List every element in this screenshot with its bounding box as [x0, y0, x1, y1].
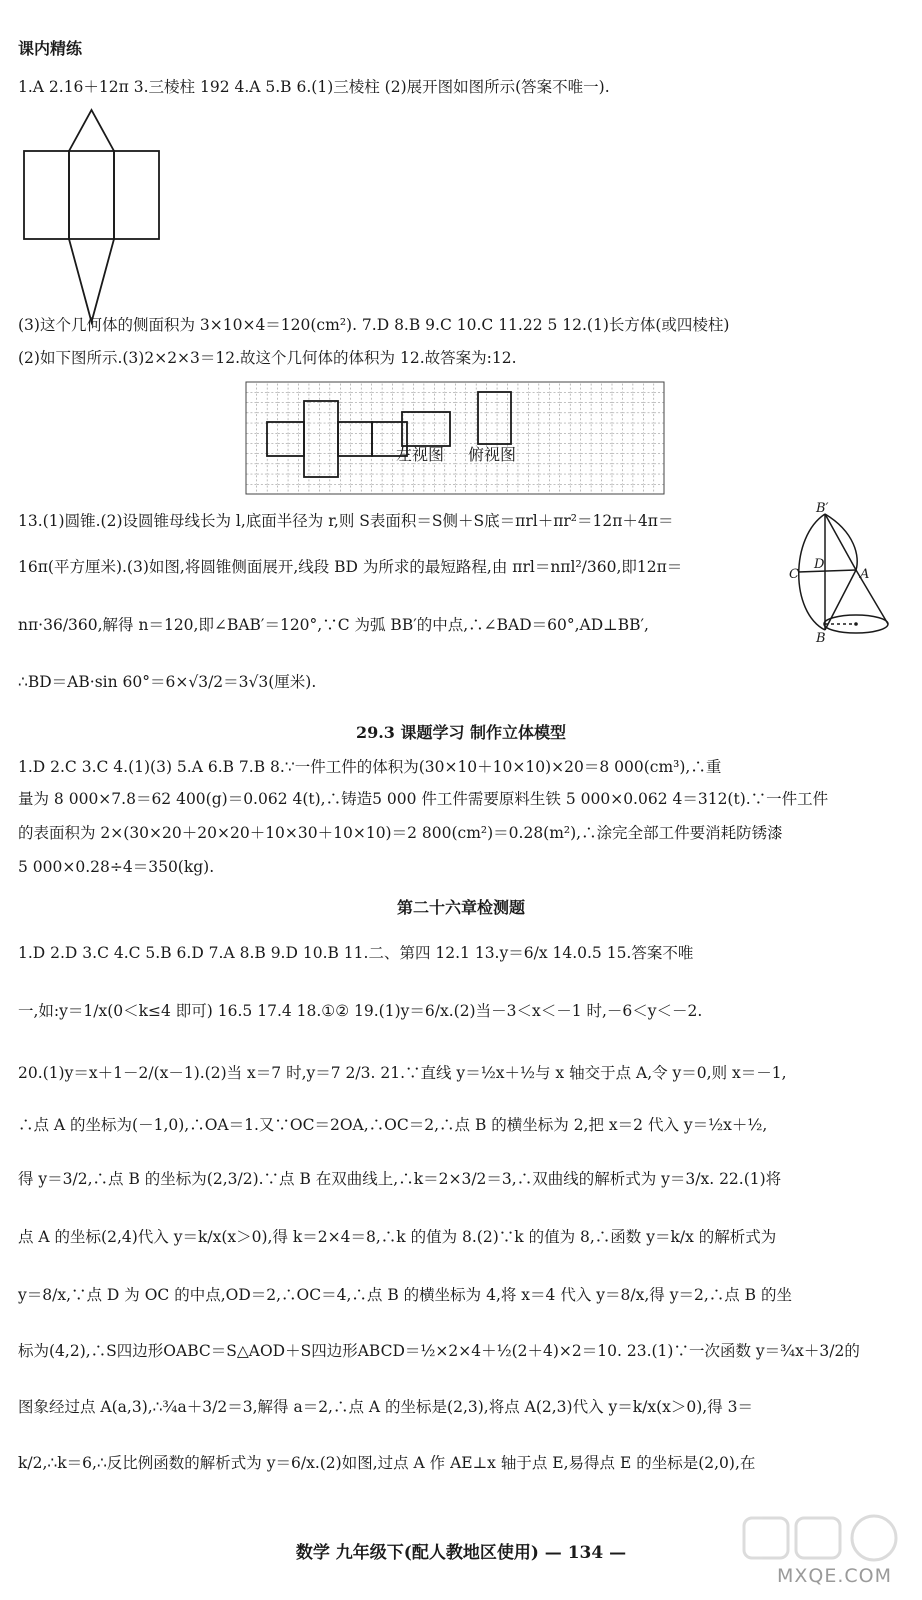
top-view-label: 俯视图 [468, 445, 517, 464]
cone-label-d: D [814, 557, 825, 572]
cone-figure [790, 502, 900, 652]
watermark-text: MXQE.COM [776, 1565, 892, 1587]
left-view-label: 左视图 [396, 445, 445, 464]
section-title: 课内精练 [18, 39, 83, 58]
answer-line-18: y＝8/x,∵点 D 为 OC 的中点,OD＝2,∴OC＝4,∴点 B 的横坐标为 4,将 x＝4 代入 y＝8/x,得 y＝2,∴点 B 的坐 [18, 1286, 792, 1304]
answer-line-21: k/2,∴k＝6,∴反比例函数的解析式为 y＝6/x.(2)如图,过点 A 作 AE⊥x 轴于点 E,易得点 E 的坐标是(2,0),在 [18, 1454, 756, 1472]
answer-line-10: 的表面积为 2×(30×20＋20×20＋10×30＋10×10)＝2 800(cm²)＝0.28(m²),∴涂完全部工件要消耗防锈漆 [18, 824, 783, 842]
cone-label-a: A [860, 567, 870, 582]
cone-label-b-prime: B′ [816, 501, 829, 516]
answer-line-15: ∴点 A 的坐标为(－1,0),∴OA＝1.又∵OC＝2OA,∴OC＝2,∴点 B 的横坐标为 2,把 x＝2 代入 y＝½x＋½, [18, 1116, 768, 1134]
three-views-grid-figure [246, 382, 664, 494]
answer-line-11: 5 000×0.28÷4＝350(kg). [18, 858, 215, 876]
answer-line-16: 得 y＝3/2,∴点 B 的坐标为(2,3/2).∵点 B 在双曲线上,∴k＝2×3/2＝3,∴双曲线的解析式为 y＝3/x. 22.(1)将 [18, 1170, 782, 1188]
answer-line-8: 1.D 2.C 3.C 4.(1)(3) 5.A 6.B 7.B 8.∵一件工件的体积为(30×10＋10×10)×20＝8 000(cm³),∴重 [18, 758, 722, 776]
prism-net-figure [22, 106, 162, 328]
cone-label-c: C [789, 567, 799, 582]
answer-line-14: 20.(1)y＝x＋1－2/(x－1).(2)当 x＝7 时,y＝7 2/3. 21.∵直线 y＝½x＋½与 x 轴交于点 A,令 y＝0,则 x＝－1, [18, 1064, 787, 1082]
answer-line-2: (3)这个几何体的侧面积为 3×10×4＝120(cm²). 7.D 8.B 9.C 10.C 11.22 5 12.(1)长方体(或四棱柱) [18, 316, 730, 334]
answer-line-13: 一,如:y＝1/x(0＜k≤4 即可) 16.5 17.4 18.①② 19.(1)y＝6/x.(2)当－3＜x＜－1 时,－6＜y＜－2. [18, 1002, 703, 1020]
cone-label-b: B [816, 631, 826, 646]
answer-line-4: 13.(1)圆锥.(2)设圆锥母线长为 l,底面半径为 r,则 S表面积＝S侧＋S底＝πrl＋πr²＝12π＋4π＝ [18, 512, 674, 530]
answer-line-5: 16π(平方厘米).(3)如图,将圆锥侧面展开,线段 BD 为所求的最短路程,由 πrl＝nπl²/360,即12π＝ [18, 558, 683, 576]
answer-line-3: (2)如下图所示.(3)2×2×3＝12.故这个几何体的体积为 12.故答案为:12. [18, 349, 517, 367]
answer-line-20: 图象经过点 A(a,3),∴¾a＋3/2＝3,解得 a＝2,∴点 A 的坐标是(2,3),将点 A(2,3)代入 y＝k/x(x＞0),得 3＝ [18, 1398, 754, 1416]
answer-line-1: 1.A 2.16＋12π 3.三棱柱 192 4.A 5.B 6.(1)三棱柱 (2)展开图如图所示(答案不唯一). [18, 78, 610, 96]
answer-line-6: nπ·36/360,解得 n＝120,即∠BAB′＝120°,∵C 为弧 BB′的中点,∴∠BAD＝60°,AD⊥BB′, [18, 616, 649, 634]
heading-29-3: 29.3 课题学习 制作立体模型 [355, 723, 567, 742]
answer-line-9: 量为 8 000×7.8＝62 400(g)＝0.062 4(t),∴铸造5 000 件工件需要原料生铁 5 000×0.062 4＝312(t).∵一件工件 [18, 790, 829, 808]
answer-line-7: ∴BD＝AB·sin 60°＝6×√3/2＝3√3(厘米). [18, 673, 317, 691]
answer-line-19: 标为(4,2),∴S四边形OABC＝S△AOD＋S四边形ABCD＝½×2×4＋½(2＋4)×2＝10. 23.(1)∵一次函数 y＝¾x＋3/2的 [18, 1342, 860, 1360]
page-footer: 数学 九年级下(配人教地区使用) — 134 — [295, 1543, 627, 1563]
answer-line-12: 1.D 2.D 3.C 4.C 5.B 6.D 7.A 8.B 9.D 10.B 11.二、第四 12.1 13.y＝6/x 14.0.5 15.答案不唯 [18, 944, 694, 962]
answer-line-17: 点 A 的坐标(2,4)代入 y＝k/x(x＞0),得 k＝2×4＝8,∴k 的值为 8.(2)∵k 的值为 8,∴函数 y＝k/x 的解析式为 [18, 1228, 777, 1246]
heading-chapter-26: 第二十六章检测题 [396, 898, 525, 917]
